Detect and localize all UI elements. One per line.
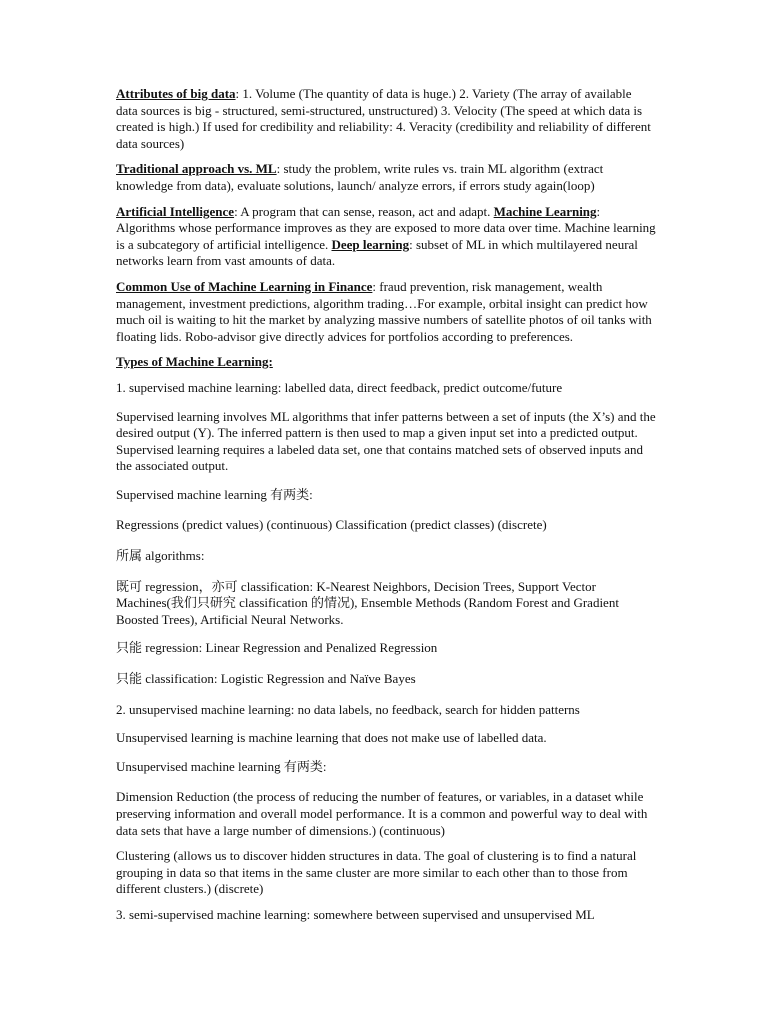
paragraph-supervised-two-types: Supervised machine learning 有两类:	[116, 486, 313, 502]
paragraph-text: : fraud prevention, risk management, wealth management, investment predictions, algorithm trading…For example, orbital insight can predict how much oil is waiting to hit the market by analyzing massive numbers of satellite photos of oil tanks with floating lids. Robo-advisor give directly advices for portfolios according to preferences.	[116, 278, 652, 344]
term-types-of-ml: Types of Machine Learning:	[116, 354, 273, 370]
paragraph-supervised-definition: Supervised learning involves ML algorithms that infer patterns between a set of inputs (the X’s) and the desired output (Y). The inferred pattern is then used to map a given input set into a predicted output. Supervised learning requires a labeled data set, one that contains matched sets of observed inputs and the associated output.	[116, 408, 656, 474]
paragraph-big-data-attributes	[116, 86, 656, 152]
paragraph-text: : 1. Volume (The quantity of data is huge.) 2. Variety (The array of available data sources is big - structured, semi-structured, unstructured) 3. Velocity (The speed at which data is created is high.) If used for credibility and reliability: 4. Veracity (credibility and reliability of different data sources)	[116, 86, 651, 151]
paragraph-algorithms-heading: 所属 algorithms:	[116, 548, 205, 564]
paragraph-regression-only: 只能 regression: Linear Regression and Penalized Regression	[116, 640, 438, 656]
paragraph-ml-in-finance	[116, 279, 656, 345]
paragraph-ai-ml-dl	[116, 204, 656, 270]
paragraph-unsupervised-definition: Unsupervised learning is machine learning that does not make use of labelled data.	[116, 730, 547, 746]
term-traditional-approach: Traditional approach vs. ML	[116, 161, 277, 177]
paragraph-text: : A program that can sense, reason, act and adapt.	[234, 203, 494, 219]
paragraph-unsupervised-two-types: Unsupervised machine learning 有两类:	[116, 758, 327, 774]
paragraph-unsupervised-summary: 2. unsupervised machine learning: no data labels, no feedback, search for hidden patterns	[116, 701, 580, 717]
term-machine-learning: Machine Learning	[493, 203, 597, 219]
term-ml-in-finance: Common Use of Machine Learning in Finance	[116, 278, 373, 294]
term-deep-learning: Deep learning	[331, 236, 410, 252]
paragraph-clustering: Clustering (allows us to discover hidden structures in data. The goal of clustering is to find a natural grouping in data so that items in the same cluster are more similar to each other than to those from different clusters.) (discrete)	[116, 848, 637, 897]
paragraph-text: : subset of ML in which multilayered neural networks learn from vast amounts of data.	[116, 236, 638, 269]
paragraph-both-algorithms: 既可 regression，亦可 classification: K-Nearest Neighbors, Decision Trees, Support Vector Machines(我们只研究 classification 的情况), Ensemble Methods (Random Forest and Gradient Boosted Trees), Artificial Neural Networks.	[116, 578, 619, 627]
heading-types-of-ml	[116, 354, 656, 371]
paragraph-traditional-vs-ml	[116, 161, 656, 194]
paragraph-dimension-reduction: Dimension Reduction (the process of reducing the number of features, or variables, in a dataset while preserving information and overall model performance. It is a common and powerful way to deal with data sets that have a large number of dimensions.) (continuous)	[116, 789, 648, 838]
document-page	[116, 86, 656, 933]
paragraph-supervised-summary: 1. supervised machine learning: labelled data, direct feedback, predict outcome/future	[116, 379, 563, 395]
paragraph-text: : study the problem, write rules vs. train ML algorithm (extract knowledge from data), evaluate solutions, launch/ analyze errors, if errors study again(loop)	[116, 161, 604, 193]
paragraph-regression-classification: Regressions (predict values) (continuous) Classification (predict classes) (discrete)	[116, 517, 547, 533]
paragraph-text: : Algorithms whose performance improves as they are exposed to more data over time. Machine learning is a subcategory of artificial intelligence.	[116, 203, 656, 252]
term-artificial-intelligence: Artificial Intelligence	[116, 203, 235, 219]
term-attributes-of-big-data: Attributes of big data	[116, 86, 236, 101]
paragraph-classification-only: 只能 classification: Logistic Regression and Naïve Bayes	[116, 671, 416, 687]
paragraph-semi-supervised: 3. semi-supervised machine learning: somewhere between supervised and unsupervised ML	[116, 906, 595, 922]
